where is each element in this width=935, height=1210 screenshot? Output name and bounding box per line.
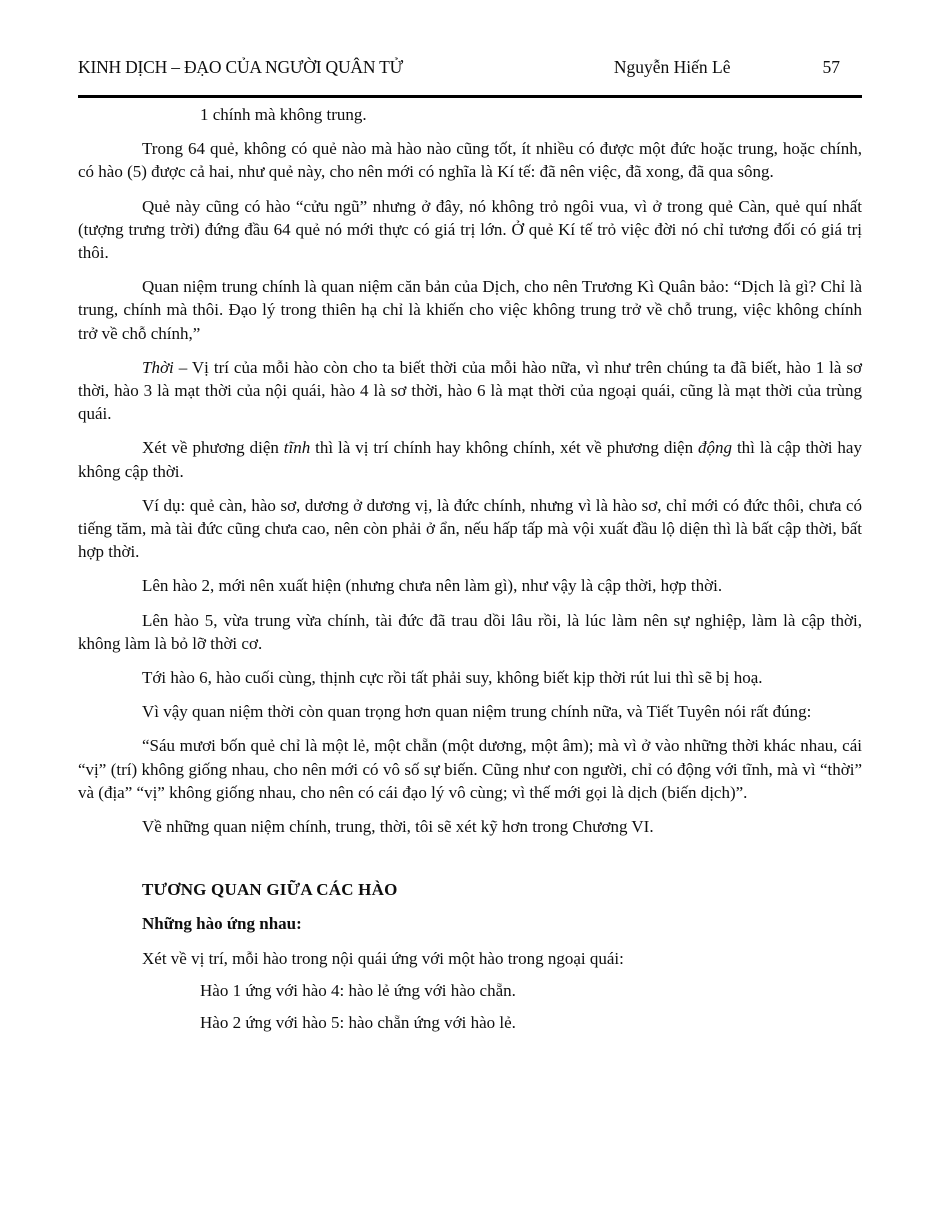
italic-text: Thời xyxy=(142,357,174,377)
paragraph xyxy=(78,609,862,655)
text-run: Xét về phương diện xyxy=(142,438,284,458)
paragraph xyxy=(78,700,862,723)
header-rule xyxy=(78,95,862,98)
text-run: Hào 2 ứng với hào 5: hào chẵn ứng với hào lẻ. xyxy=(200,1013,516,1033)
text-run: Lên hào 2, mới nên xuất hiện (nhưng chưa nên làm gì), như vậy là cập thời, hợp thời. xyxy=(142,576,723,596)
paragraph xyxy=(78,666,862,689)
italic-text: động xyxy=(698,438,733,458)
paragraph xyxy=(78,195,862,265)
paragraph xyxy=(78,947,862,970)
sub-heading xyxy=(78,912,862,935)
page-body xyxy=(78,103,862,1034)
page-header xyxy=(78,55,862,79)
text-run: Quan niệm trung chính là quan niệm căn bản của Dịch, cho nên Trương Kì Quân bảo: “Dịch là gì? Chỉ là trung, chính mà thôi. Đạo lý trong thiên hạ chỉ là khiến cho việc không trung trở về chỗ trung, việc không chính trở về chỗ chính,” xyxy=(78,277,862,343)
paragraph xyxy=(78,356,862,426)
text-run: Hào 1 ứng với hào 4: hào lẻ ứng với hào chẵn. xyxy=(200,980,516,1000)
text-run: Những hào ứng nhau: xyxy=(142,914,302,934)
text-run: Vì vậy quan niệm thời còn quan trọng hơn quan niệm trung chính nữa, và Tiết Tuyên nói rất đúng: xyxy=(142,702,812,722)
paragraph xyxy=(78,574,862,597)
paragraph xyxy=(78,494,862,564)
text-run: Quẻ này cũng có hào “cửu ngũ” nhưng ở đây, nó không trỏ ngôi vua, vì ở trong quẻ Càn, quẻ quí nhất (tượng trưng trời) đứng đầu 64 quẻ nó mới thực có giá trị lớn. Ở quẻ Kí tế trỏ việc đời nó chỉ tương đối có giá trị thôi. xyxy=(78,196,862,263)
text-run: “Sáu mươi bốn quẻ chỉ là một lẻ, một chẵn (một dương, một âm); mà vì ở vào những thời khác nhau, cái “vị” (trí) không giống nhau, cho nên mới có vô số sự biến. Cũng như con người, chỉ có động với tĩnh, mà vì “thời” và (địa” “vị” không giống nhau, cho nên có cái đạo lý vô cùng; vì thế mới gọi là dịch (biến dịch)”. xyxy=(78,736,862,802)
paragraph xyxy=(78,734,862,804)
running-title: KINH DỊCH – ĐẠO CỦA NGƯỜI QUÂN TỬ xyxy=(78,57,404,77)
text-run: Xét về vị trí, mỗi hào trong nội quái ứng với một hào trong ngoại quái: xyxy=(142,948,624,968)
paragraph xyxy=(78,137,862,183)
text-run: TƯƠNG QUAN GIỮA CÁC HÀO xyxy=(142,880,398,900)
indented-line xyxy=(78,1011,862,1034)
section-heading xyxy=(78,878,862,901)
text-run: – Vị trí của mỗi hào còn cho ta biết thời của mỗi hào nữa, vì như trên chúng ta đã biết, hào 1 là sơ thời, hào 3 là mạt thời của nội quái, hào 4 là sơ thời, hào 6 là mạt thời của ngoại quái, cũng là mạt thời của trùng quái. xyxy=(78,357,862,424)
paragraph xyxy=(78,815,862,838)
text-run: 1 chính mà không trung. xyxy=(200,105,367,124)
indented-line xyxy=(78,103,862,126)
text-run: Lên hào 5, vừa trung vừa chính, tài đức đã trau dồi lâu rồi, là lúc làm nên sự nghiệp, làm là cập thời, không làm là bỏ lỡ thời cơ. xyxy=(78,610,862,653)
paragraph xyxy=(78,275,862,345)
author-name: Nguyễn Hiến Lê xyxy=(613,57,731,77)
text-run: Ví dụ: quẻ càn, hào sơ, dương ở dương vị, là đức chính, nhưng vì là hào sơ, chỉ mới có đức thôi, chưa có tiếng tăm, mà tài đức cũng chưa cao, nên còn phải ở ẩn, nếu hấp tấp mà vội xuất đầu lộ diện thì là bất cập thời, bất hợp thời. xyxy=(78,495,862,562)
text-run: Trong 64 quẻ, không có quẻ nào mà hào nào cũng tốt, ít nhiều có được một đức hoặc trung, hoặc chính, có hào (5) được cả hai, như quẻ này, cho nên mới có nghĩa là Kí tế: đã nên việc, đã xong, đã qua sông. xyxy=(78,139,862,182)
text-run: thì là cập thời hay không cập thời. xyxy=(78,438,862,481)
paragraph xyxy=(78,436,862,482)
text-run: Tới hào 6, hào cuối cùng, thịnh cực rồi tất phải suy, không biết kịp thời rút lui thì sẽ bị hoạ. xyxy=(142,668,763,688)
italic-text: tĩnh xyxy=(283,438,311,458)
indented-line xyxy=(78,979,862,1002)
page-number: 57 xyxy=(822,57,840,77)
text-run: Về những quan niệm chính, trung, thời, tôi sẽ xét kỹ hơn trong Chương VI. xyxy=(142,817,654,837)
text-run: thì là vị trí chính hay không chính, xét về phương diện xyxy=(310,438,699,458)
